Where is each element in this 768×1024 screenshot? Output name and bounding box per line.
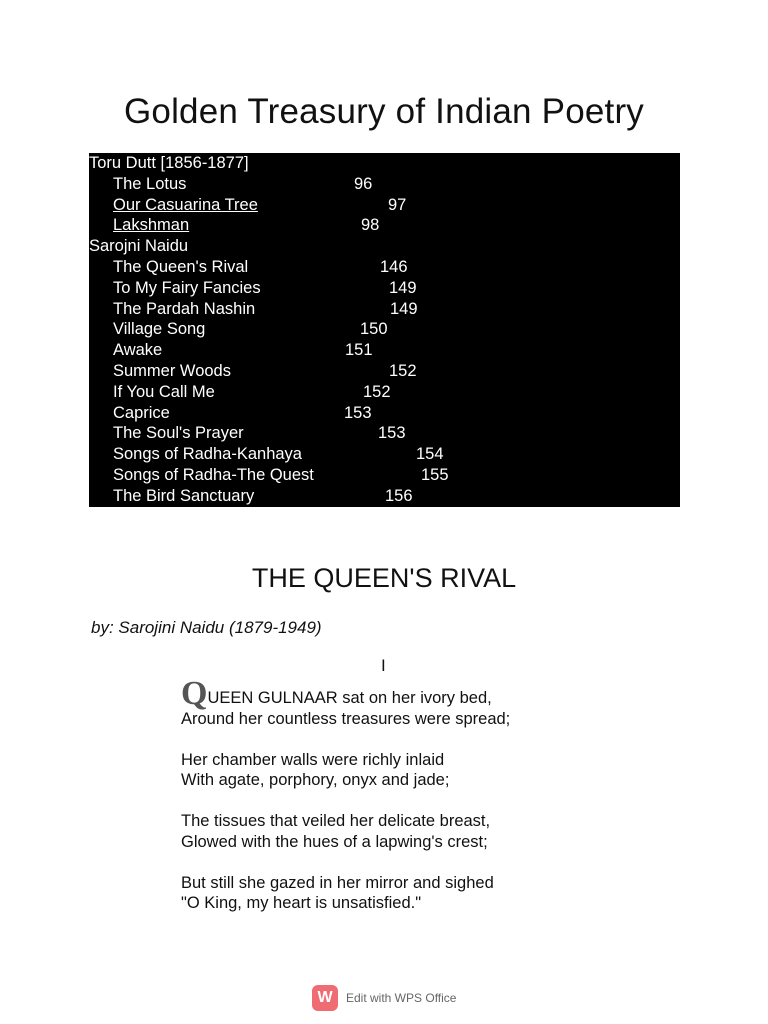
toc-entry-title: Caprice bbox=[113, 403, 170, 422]
poem-line bbox=[181, 675, 510, 712]
toc-page-number: 152 bbox=[363, 382, 391, 401]
toc-entry-title: The Pardah Nashin bbox=[113, 299, 256, 318]
wps-logo-icon: W bbox=[312, 985, 338, 1011]
poem-line: "O King, my heart is unsatisfied." bbox=[181, 894, 422, 912]
toc-page-number: 150 bbox=[360, 320, 388, 339]
stanza-number: I bbox=[381, 656, 386, 675]
poem-body bbox=[181, 675, 511, 914]
toc-entry-title: The Queen's Rival bbox=[113, 258, 249, 276]
toc-page-number: 156 bbox=[385, 486, 413, 505]
toc-page-number: 149 bbox=[390, 299, 418, 318]
toc-entry-title: Songs of Radha-Kanhaya bbox=[113, 445, 302, 464]
toc-entry-title: If You Call Me bbox=[113, 382, 215, 401]
stanza-break bbox=[181, 791, 510, 812]
toc-page-number: 153 bbox=[378, 424, 406, 443]
drop-cap: Q bbox=[181, 675, 208, 712]
table-of-contents bbox=[89, 153, 680, 507]
toc-page-number: 97 bbox=[388, 195, 407, 214]
toc-page-number: 96 bbox=[354, 174, 373, 193]
poem-line: Around her countless treasures were spread; bbox=[181, 709, 511, 728]
poem-line: But still she gazed in her mirror and sighed bbox=[181, 873, 494, 892]
toc-entry-title: The Lotus bbox=[113, 174, 187, 193]
poem-line-text: UEEN GULNAAR sat on her ivory bed, bbox=[207, 689, 492, 707]
toc-entry-title: The Soul's Prayer bbox=[113, 424, 244, 443]
toc-page-number: 152 bbox=[389, 362, 417, 380]
poem-line: Her chamber walls were richly inlaid bbox=[181, 750, 445, 769]
poem-byline: by: Sarojini Naidu (1879-1949) bbox=[91, 618, 322, 637]
toc-page-number: 155 bbox=[421, 466, 449, 484]
toc-page-number: 98 bbox=[361, 216, 380, 235]
wps-watermark[interactable] bbox=[312, 985, 456, 1011]
toc-section-author: Toru Dutt [1856-1877] bbox=[89, 154, 249, 172]
poem-line: Glowed with the hues of a lapwing's crest; bbox=[181, 832, 488, 851]
document-title: Golden Treasury of Indian Poetry bbox=[123, 92, 645, 131]
toc-entry-title: Songs of Radha-The Quest bbox=[113, 466, 314, 484]
toc-entry-title: Village Song bbox=[113, 320, 206, 339]
toc-entry-title[interactable]: Lakshman bbox=[113, 216, 190, 235]
poem-line: The tissues that veiled her delicate breast, bbox=[181, 812, 491, 830]
toc-page-number: 153 bbox=[344, 403, 372, 422]
toc-section-author: Sarojni Naidu bbox=[89, 237, 189, 256]
toc-page-number: 146 bbox=[380, 258, 408, 276]
poem-title: THE QUEEN'S RIVAL bbox=[251, 563, 517, 593]
toc-page-number: 154 bbox=[416, 445, 444, 464]
toc-entry-title: The Bird Sanctuary bbox=[113, 486, 255, 505]
toc-entry-title: Summer Woods bbox=[113, 362, 231, 380]
stanza-break bbox=[181, 852, 510, 873]
toc-entry-title[interactable]: Our Casuarina Tree bbox=[113, 195, 258, 214]
toc-entry-title: Awake bbox=[113, 341, 163, 360]
toc-page-number: 149 bbox=[389, 278, 417, 297]
poem-line: With agate, porphory, onyx and jade; bbox=[181, 771, 450, 789]
wps-edit-text: Edit with WPS Office bbox=[346, 991, 457, 1005]
stanza-break bbox=[181, 729, 510, 750]
toc-entry-title: To My Fairy Fancies bbox=[113, 278, 261, 297]
toc-page-number: 151 bbox=[345, 341, 373, 360]
